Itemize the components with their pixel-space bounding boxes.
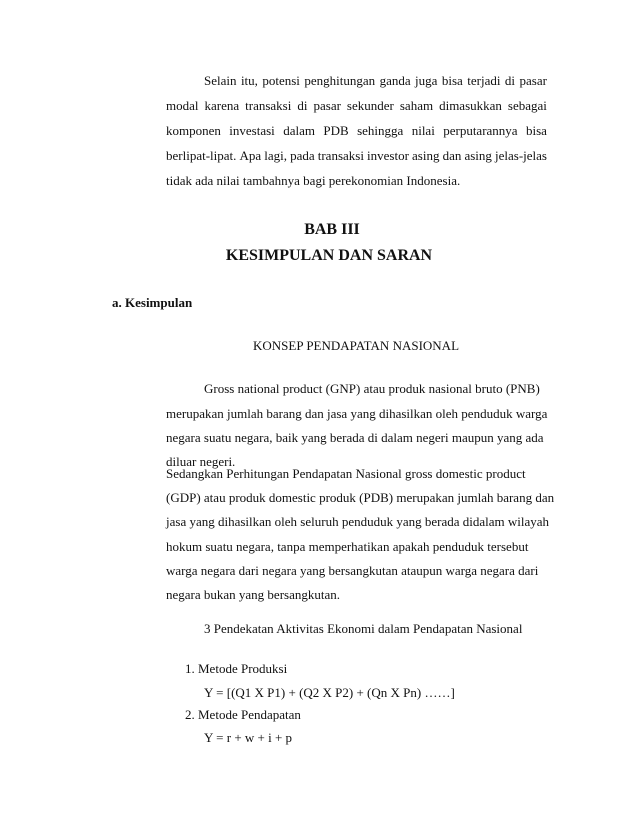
intro-word: potensi [262,73,300,88]
gdp-line-4: hokum suatu negara, tanpa memperhatikan apakah penduduk tersebut [166,539,529,554]
intro-word: nilai [411,123,435,138]
intro-line-3 [166,123,547,139]
intro-word: perputarannya [443,123,518,138]
gnp-line-2: merupakan jumlah barang dan jasa yang dihasilkan oleh penduduk warga [166,406,548,421]
method-item-1-formula: Y = [(Q1 X P1) + (Q2 X P2) + (Qn X Pn) ……] [204,685,455,700]
intro-word: modal [166,98,199,113]
gdp-line-2: (GDP) atau produk domestic produk (PDB) merupakan jumlah barang dan [166,490,555,505]
intro-word: PDB [323,123,349,138]
approaches-heading: 3 Pendekatan Aktivitas Ekonomi dalam Pendapatan Nasional [204,621,523,636]
intro-word: bisa [441,73,463,88]
intro-word: asing [412,148,440,163]
intro-word: terjadi [467,73,501,88]
intro-word: saham [399,98,434,113]
intro-word: dan [442,148,462,163]
intro-word: transaksi [245,98,292,113]
chapter-title: KESIMPULAN DAN SARAN [225,247,433,264]
section-label: a. Kesimpulan [112,295,193,310]
intro-word: sehingga [357,123,404,138]
intro-word: sebagai [507,98,547,113]
intro-line-3-text [166,123,547,139]
intro-word: Selain [204,73,237,88]
intro-word: bisa [525,123,547,138]
intro-line-1-text [204,73,547,89]
intro-line-2 [166,98,547,114]
intro-word: sekunder [346,98,394,113]
intro-word: pasar [313,98,341,113]
intro-line-2-text [166,98,547,114]
intro-word: asing [464,148,492,163]
intro-word: itu, [240,73,258,88]
method-item-2-label: 2. Metode Pendapatan [185,707,301,722]
intro-word: Apa [239,148,262,163]
intro-line-5: tidak ada nilai tambahnya bagi perekonomian Indonesia. [166,173,461,188]
intro-line-4-text [166,148,547,164]
gnp-line-3: negara suatu negara, baik yang berada di dalam negeri maupun yang ada [166,430,544,445]
intro-word: jelas-jelas [495,148,547,163]
method-item-1-label: 1. Metode Produksi [185,661,288,676]
intro-word: investor [367,148,409,163]
chapter-number: BAB III [304,221,360,238]
intro-word: transaksi [317,148,364,163]
intro-word: ganda [379,73,411,88]
intro-word: pada [290,148,315,163]
intro-word: dimasukkan [439,98,502,113]
intro-line-1 [204,73,547,89]
intro-word: komponen [166,123,221,138]
gnp-line-1: Gross national product (GNP) atau produk nasional bruto (PNB) [204,381,540,396]
intro-word: di [504,73,516,88]
intro-word: di [297,98,308,113]
intro-word: lagi, [264,148,287,163]
intro-word: dalam [283,123,315,138]
gdp-line-1: Sedangkan Perhitungan Pendapatan Nasional gross domestic product [166,466,526,481]
gdp-line-5: warga negara dari negara yang bersangkutan ataupun warga negara dari [166,563,539,578]
intro-word: berlipat-lipat. [166,148,237,163]
intro-word: karena [204,98,240,113]
subtitle: KONSEP PENDAPATAN NASIONAL [252,338,460,353]
intro-line-4 [166,148,547,164]
intro-word: penghitungan [304,73,376,88]
intro-word: juga [415,73,438,88]
gdp-line-3: jasa yang dihasilkan oleh seluruh penduduk yang berada didalam wilayah [166,514,550,529]
gnp-line-4: diluar negeri. [166,454,236,469]
gdp-line-6: negara bukan yang bersangkutan. [166,587,340,602]
intro-word: pasar [519,73,547,88]
method-item-2-formula: Y = r + w + i + p [204,730,293,745]
intro-word: investasi [229,123,275,138]
